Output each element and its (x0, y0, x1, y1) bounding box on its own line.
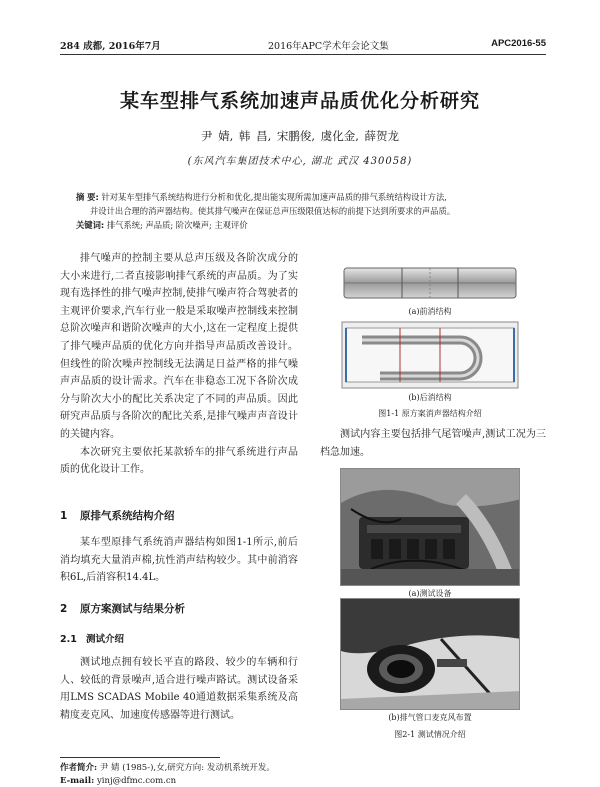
figure-1-1a-label: (a)前消结构 (408, 307, 452, 316)
author-bio-label: 作者简介: (60, 763, 98, 773)
footnote-divider (60, 757, 220, 758)
section-2-heading (60, 601, 185, 616)
figure-2-1-caption: 图2-1 测试情况介绍 (394, 730, 466, 739)
front-muffler-illustration (340, 262, 520, 304)
section-2-number: 2 (60, 603, 68, 615)
figure-2-1b-image (340, 598, 520, 710)
email-label: E-mail: (60, 776, 95, 786)
abstract-block (76, 190, 526, 232)
section-1-number: 1 (60, 510, 68, 522)
abstract-text-1: 针对某车型排气系统结构进行分析和优化,提出能实现所需加速声品质的排气系统结构设计方法, (101, 192, 447, 202)
keywords-label: 关键词: (76, 220, 105, 230)
test-content-text: 测试内容主要包括排气尾管噪声,测试工况为三档急加速。 (320, 429, 546, 458)
keywords-line (76, 218, 526, 232)
rear-muffler-illustration (340, 320, 520, 390)
figure-1-1-caption: 图1-1 原方案消声器结构介绍 (378, 409, 482, 418)
affiliation: (东风汽车集团技术中心, 湖北 武汉 430058) (187, 156, 413, 167)
header-divider (60, 54, 546, 55)
section-2-title: 原方案测试与结果分析 (80, 603, 185, 615)
keywords-text: 排气系统; 声品质; 阶次噪声; 主观评价 (106, 220, 248, 230)
author-bio-text: 尹 婧 (1985-),女,研究方向: 发动机系统开发。 (99, 763, 275, 773)
running-header (60, 38, 546, 54)
test-equipment-photo (341, 469, 520, 586)
paper-title: 某车型排气系统加速声品质优化分析研究 (119, 90, 480, 112)
header-proceedings: 2016年APC学术年会论文集 (268, 41, 389, 52)
section-2-1-body (60, 654, 298, 724)
section-1-body (60, 534, 298, 587)
intro-paragraph-1: 排气噪声的控制主要从总声压级及各阶次成分的大小来进行,二者直接影响排气系统的声品质。为了实现有选择性的排气噪声控制,使排气噪声符合驾驶者的主观评价要求,汽车行业一般是采取噪声控制线来控制总阶次噪声和谐阶次噪声的大小,这在一定程度上提供了排气噪声品质的优化方向并指导声品质改善设计。但线性的阶次噪声控制线无法满足日益严格的排气噪声声品质的设计需求。汽车在非稳态工况下各阶次成分与阶次大小的配比关系决定了不同的声品质。因此研究声品质与各阶次的配比关系,是排气噪声声音设计的关键内容。 (60, 253, 298, 440)
intro-paragraph-2: 本次研究主要依托某款轿车的排气系统进行声品质的优化设计工作。 (60, 446, 298, 476)
abstract-label: 摘 要: (76, 192, 99, 202)
intro-text (60, 250, 298, 479)
tailpipe-microphone-photo (341, 599, 520, 710)
email-address: yinj@dfmc.com.cn (96, 776, 177, 786)
abstract-line-1 (76, 190, 526, 204)
abstract-text-2: 并设计出合理的消声器结构。使其排气噪声在保证总声压级限值达标的前提下达到所要求的声品质。 (90, 206, 456, 216)
header-paper-id: APC2016-55 (491, 38, 546, 49)
section-1-title: 原排气系统结构介绍 (80, 510, 175, 522)
section-2-1-paragraph: 测试地点拥有较长平直的路段、较少的车辆和行人、较低的背景噪声,适合进行噪声路试。测试设备采用LMS SCADAS Mobile 40通道数据采集系统及高精度麦克风、加速度传感器等进行测试。 (60, 657, 298, 721)
footnote-line-2 (60, 775, 546, 787)
footnote-line-1 (60, 762, 546, 775)
figure-1-1b-label: (b)后消结构 (408, 393, 452, 402)
section-1-heading (60, 508, 175, 523)
figure-1-1a-image (340, 262, 520, 304)
header-page-location: 284 成都, 2016年7月 (60, 41, 161, 52)
author-list: 尹 婧, 韩 昌, 宋鹏俊, 虞化金, 薛贺龙 (200, 129, 400, 143)
figure-2-1b-label: (b)排气管口麦克风布置 (388, 713, 472, 722)
author-footnote (60, 762, 546, 787)
figure-1-1b-image (340, 320, 520, 390)
section-2-1-number: 2.1 (60, 634, 77, 645)
figure-2-1a-image (340, 468, 520, 586)
section-1-paragraph: 某车型原排气系统消声器结构如图1-1所示,前后消均填充大量消声棉,抗性消声结构较少。其中前消容积6L,后消容积14.4L。 (60, 537, 298, 584)
section-2-1-title: 测试介绍 (86, 634, 125, 645)
section-2-1-heading (60, 631, 124, 645)
figure-2-1a-label: (a)测试设备 (408, 589, 452, 598)
